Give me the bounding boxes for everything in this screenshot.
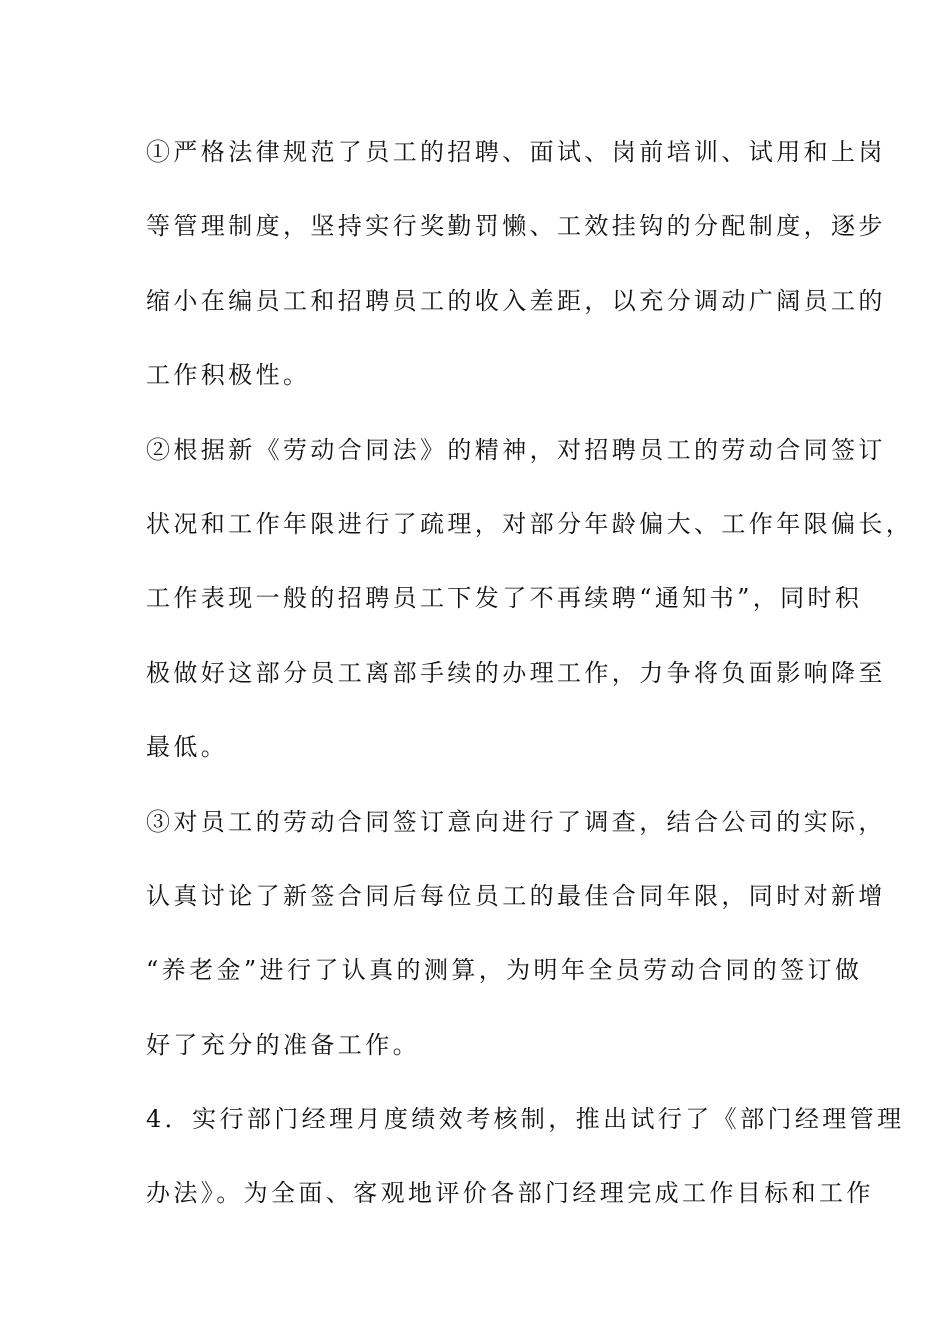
document-body [146,130,914,1246]
text-line: 缩小在编员工和招聘员工的收入差距，以充分调动广阔员工的 [146,286,886,315]
text-line: 工作积极性。 [146,361,311,390]
text-line: 等管理制度，坚持实行奖勤罚懒、工效挂钩的分配制度，逐步 [146,212,886,241]
text-line: 办法》。为全面、客观地评价各部门经理完成工作目标和工作 [146,1179,874,1208]
text-line: 极做好这部分员工离部手续的办理工作，力争将负面影响降至 [146,658,886,687]
text-line: 好了充分的准备工作。 [146,1030,420,1059]
text-line: ①严格法律规范了员工的招聘、面试、岗前培训、试用和上岗 [146,138,886,166]
text-line: 状况和工作年限进行了疏理，对部分年龄偏大、工作年限偏长， [146,509,914,538]
text-line: 最低。 [146,733,229,762]
text-line: 认真讨论了新签合同后每位员工的最佳合同年限，同时对新增 [146,881,886,910]
text-line: 4．实行部门经理月度绩效考核制，推出试行了《部门经理管理 [146,1105,905,1134]
text-line: ②根据新《劳动合同法》的精神，对招聘员工的劳动合同签订 [146,435,886,464]
text-line: ③对员工的劳动合同签订意向进行了调查，结合公司的实际， [146,807,886,836]
text-line: “养老金”进行了认真的测算，为明年全员劳动合同的签订做 [146,956,863,985]
text-line: 工作表现一般的招聘员工下发了不再续聘“通知书”，同时积 [146,584,863,613]
